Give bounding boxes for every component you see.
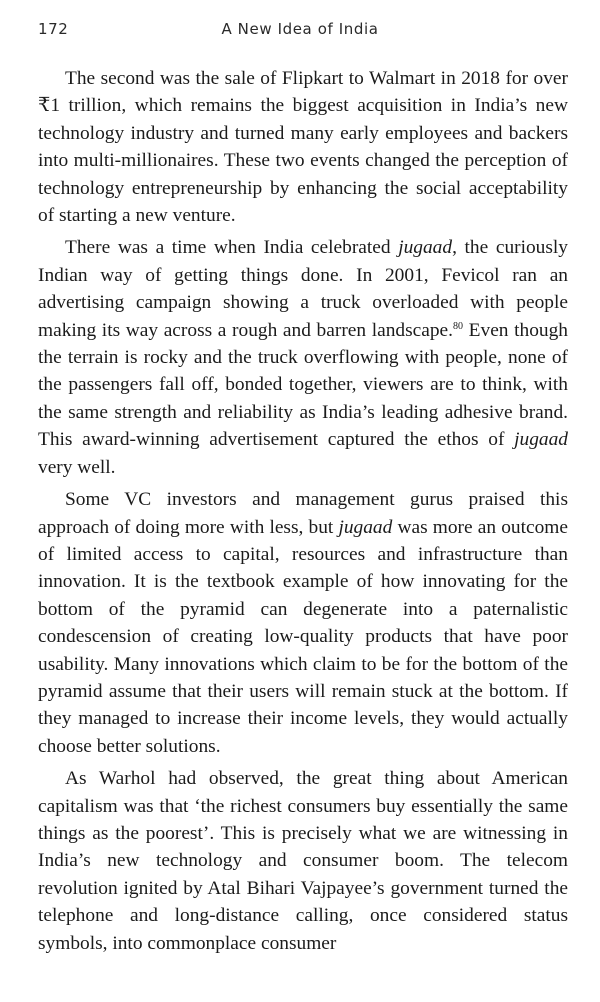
running-head [30, 20, 570, 42]
paragraph-2 [38, 234, 568, 481]
paragraph-1 [38, 65, 568, 229]
paragraph-3 [38, 486, 568, 760]
italic-term-jugaad: jugaad [514, 429, 568, 451]
paragraph-2-text-d: very well. [38, 456, 116, 478]
paragraph-3-text-b: was more an outcome of limited access to capital, resources and infrastructure than innovation. It is the textbook example of how innovating for the bottom of the pyramid can degenerate into a paternalistic condescension of creating low-quality products that have poor usability. Many innovations which claim to be for the bottom of the pyramid assume that their users will remain stuck at the bottom. If they managed to increase their income levels, they would actually choose better solutions. [38, 516, 568, 757]
body-text [38, 65, 568, 962]
paragraph-2-text-a: There was a time when India celebrated [65, 237, 399, 259]
paragraph-2-text-b: , the curiously Indian way of getting things done. In 2001, Fevicol ran an advertising campaign showing a truck overloaded with people making its way across a rough and barren landscape. [38, 237, 568, 341]
paragraph-1-text: The second was the sale of Flipkart to Walmart in 2018 for over ₹1 trillion, which remains the biggest acquisition in India’s new technology industry and turned many early employees and backers into multi-millionaires. These two events changed the perception of technology entrepreneurship by enhancing the social acceptability of starting a new venture. [38, 68, 568, 227]
book-title: A New Idea of India [221, 20, 379, 38]
paragraph-3-text-a: Some VC investors and management gurus praised this approach of doing more with less, but [38, 489, 568, 538]
paragraph-4 [38, 765, 568, 957]
page-number: 172 [38, 20, 69, 38]
footnote-reference: 80 [453, 320, 464, 332]
italic-term-jugaad: jugaad [398, 237, 453, 259]
paragraph-4-text: As Warhol had observed, the great thing about American capitalism was that ‘the richest consumers buy essentially the same things as the poorest’. This is precisely what we are witnessing in India’s new technology and consumer boom. The telecom revolution ignited by Atal Bihari Vajpayee’s government turned the telephone and long-distance calling, once considered status symbols, into commonplace consumer [38, 768, 568, 954]
italic-term-jugaad: jugaad [338, 516, 393, 538]
paragraph-2-text-c: Even though the terrain is rocky and the truck overflowing with people, none of the passengers fall off, bonded together, viewers are to think, with the same strength and reliability as India’s leading adhesive brand. This award-winning advertisement captured the ethos of [38, 319, 568, 451]
